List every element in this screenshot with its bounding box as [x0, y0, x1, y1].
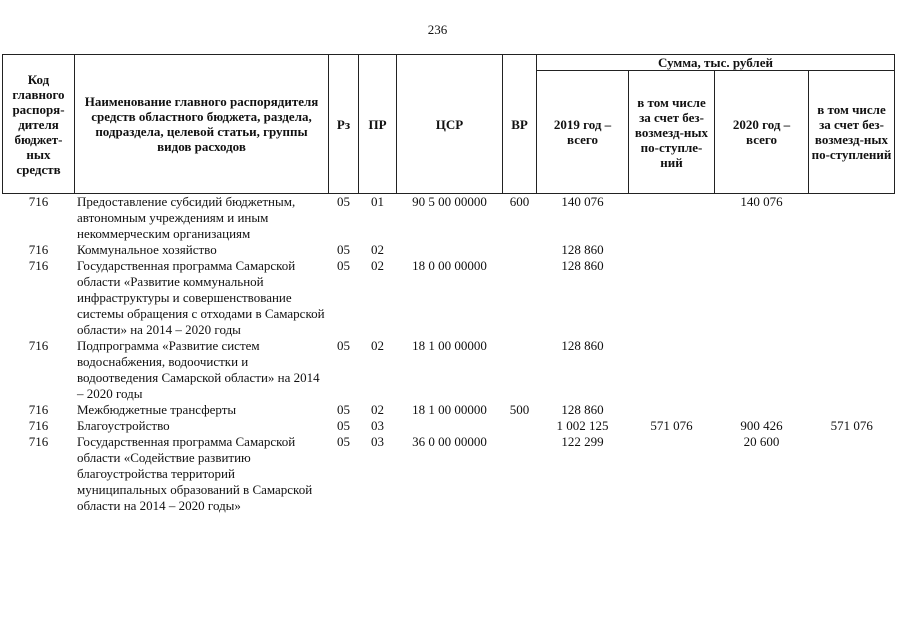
cell-name: Благоустройство: [77, 418, 170, 433]
cell-name: Коммунальное хозяйство: [77, 242, 217, 257]
cell-pr: 02: [371, 338, 384, 353]
cell-2020-total: [715, 402, 809, 418]
page-number: 236: [427, 22, 448, 37]
cell-rz: 05: [337, 258, 350, 273]
cell-2019-free: [629, 402, 715, 418]
header-pr: ПР: [359, 55, 397, 194]
cell-2019-free: [629, 242, 715, 258]
cell-pr: 03: [371, 434, 384, 449]
cell-csr: 90 5 00 00000: [412, 194, 487, 209]
cell-csr: 36 0 00 00000: [412, 434, 487, 449]
header-csr: ЦСР: [397, 55, 503, 194]
cell-code: 716: [28, 418, 49, 433]
table-row: [3, 402, 895, 418]
cell-2020-free: 571 076: [830, 418, 873, 433]
cell-2020-total: [715, 258, 809, 338]
cell-code: 716: [28, 194, 49, 209]
cell-code: 716: [28, 242, 49, 257]
cell-rz: 05: [337, 338, 350, 353]
table-row: [3, 258, 895, 338]
header-2020-free: в том числе за счет без-возмезд-ных по-ступлений: [809, 71, 895, 194]
cell-rz: 05: [337, 434, 350, 449]
cell-name: Государственная программа Самарской области «Содействие развитию благоустройства территорий муниципальных образований в Самарской области на 2014 – 2020 годы»: [77, 434, 313, 513]
cell-2019-total: 128 860: [561, 258, 604, 273]
cell-pr: 02: [371, 402, 384, 417]
cell-code: 716: [28, 338, 49, 353]
cell-vr: 500: [509, 402, 530, 417]
cell-csr: 18 1 00 00000: [412, 338, 487, 353]
table-row: [3, 194, 895, 243]
cell-pr: 03: [371, 418, 384, 433]
cell-rz: 05: [337, 194, 350, 209]
cell-vr: [503, 434, 537, 514]
header-code: Код главного распоря-дителя бюджет-ных средств: [3, 55, 75, 194]
budget-table: [2, 54, 895, 514]
cell-rz: 05: [337, 402, 350, 417]
cell-name: Государственная программа Самарской области «Развитие коммунальной инфраструктуры и совершенствование системы обращения с отходами в Самарской области» на 2014 – 2020 годы: [77, 258, 325, 337]
cell-2019-total: 128 860: [561, 402, 604, 417]
cell-2020-free: [809, 194, 895, 243]
cell-2019-total: 1 002 125: [556, 418, 609, 433]
cell-name: Подпрограмма «Развитие систем водоснабжения, водоочистки и водоотведения Самарской области» на 2014 – 2020 годы: [77, 338, 320, 401]
cell-rz: 05: [337, 242, 350, 257]
cell-rz: 05: [337, 418, 350, 433]
header-vr: ВР: [503, 55, 537, 194]
cell-vr: [503, 338, 537, 402]
cell-name: Межбюджетные трансферты: [77, 402, 237, 417]
cell-vr: [503, 418, 537, 434]
cell-vr: [503, 258, 537, 338]
cell-2019-free: [629, 338, 715, 402]
header-rz: Рз: [329, 55, 359, 194]
cell-2019-total: 122 299: [561, 434, 604, 449]
header-name: Наименование главного распорядителя средств областного бюджета, раздела, подраздела, целевой статьи, группы видов расходов: [75, 55, 329, 194]
cell-pr: 01: [371, 194, 384, 209]
table-row: [3, 242, 895, 258]
cell-2019-total: 128 860: [561, 338, 604, 353]
cell-2019-free: [629, 434, 715, 514]
cell-name: Предоставление субсидий бюджетным, автономным учреждениям и иным некоммерческим организациям: [77, 194, 296, 241]
cell-2020-free: [809, 258, 895, 338]
cell-2020-free: [809, 434, 895, 514]
table-row: [3, 418, 895, 434]
table-row: [3, 434, 895, 514]
cell-csr: 18 1 00 00000: [412, 402, 487, 417]
cell-csr: [397, 242, 503, 258]
cell-2020-total: [715, 242, 809, 258]
cell-pr: 02: [371, 258, 384, 273]
table-body: [3, 194, 895, 515]
cell-csr: [397, 418, 503, 434]
cell-2020-total: 140 076: [740, 194, 783, 209]
cell-pr: 02: [371, 242, 384, 257]
cell-vr: 600: [509, 194, 530, 209]
cell-2019-total: 128 860: [561, 242, 604, 257]
cell-csr: 18 0 00 00000: [412, 258, 487, 273]
cell-code: 716: [28, 258, 49, 273]
cell-2019-total: 140 076: [561, 194, 604, 209]
cell-2020-free: [809, 338, 895, 402]
cell-2020-free: [809, 402, 895, 418]
header-2019-total: 2019 год – всего: [537, 71, 629, 194]
header-2019-free: в том числе за счет без-возмезд-ных по-ступле-ний: [629, 71, 715, 194]
header-sum: Сумма, тыс. рублей: [537, 55, 895, 71]
header-2020-total: 2020 год – всего: [715, 71, 809, 194]
cell-2020-total: [715, 338, 809, 402]
table-row: [3, 338, 895, 402]
cell-2020-total: 900 426: [740, 418, 783, 433]
cell-vr: [503, 242, 537, 258]
cell-code: 716: [28, 434, 49, 449]
cell-2020-free: [809, 242, 895, 258]
cell-2020-total: 20 600: [743, 434, 780, 449]
cell-2019-free: [629, 194, 715, 243]
cell-code: 716: [28, 402, 49, 417]
cell-2019-free: 571 076: [650, 418, 693, 433]
cell-2019-free: [629, 258, 715, 338]
